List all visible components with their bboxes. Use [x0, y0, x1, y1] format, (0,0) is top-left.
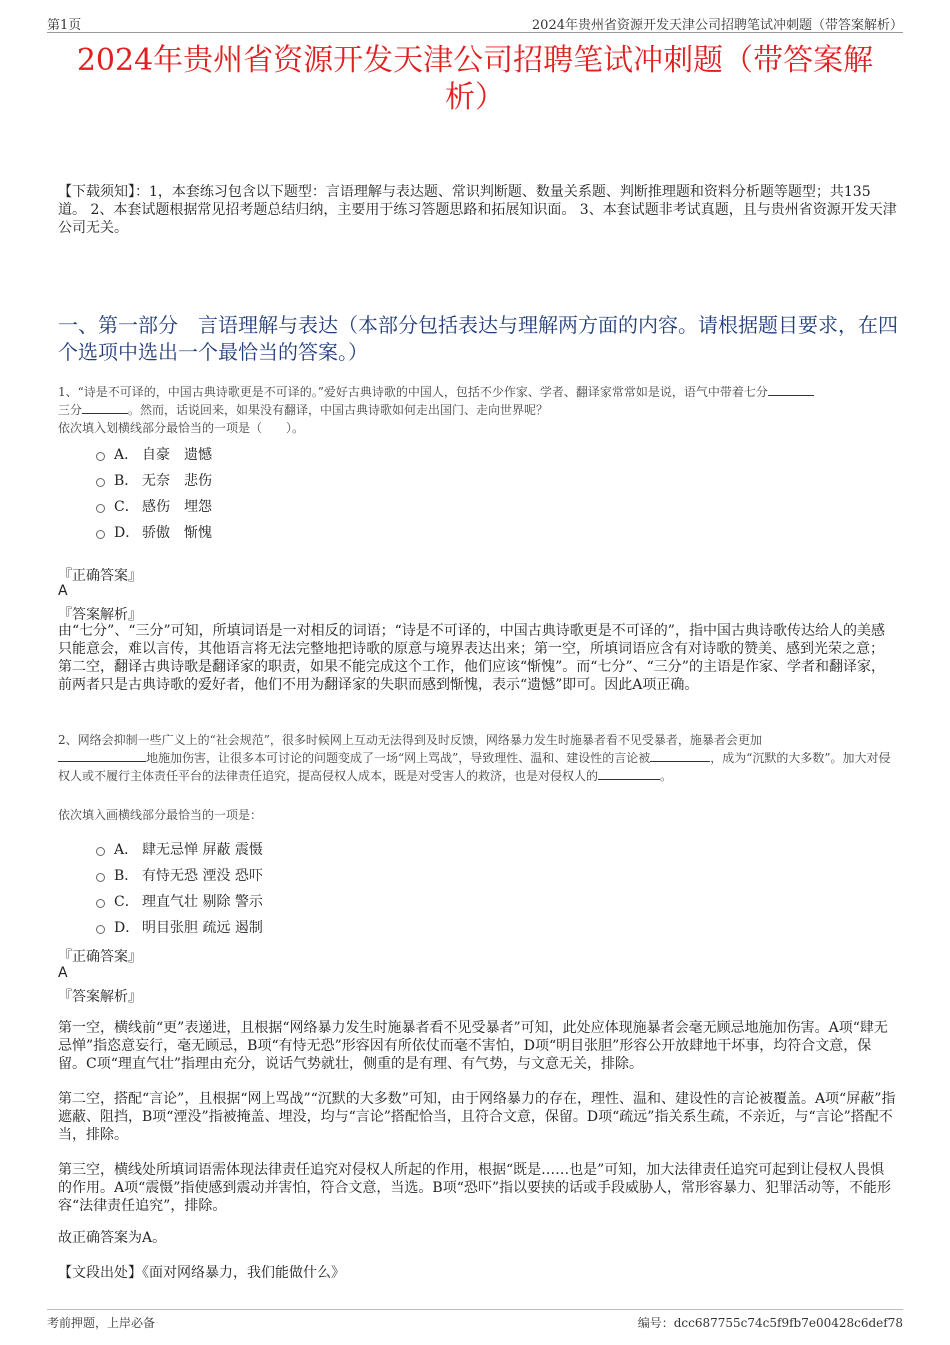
section-heading: 一、第一部分 言语理解与表达（本部分包括表达与理解两方面的内容。请根据题目要求，在四个选项中选出一个最恰当的答案。） [58, 313, 898, 364]
page-number: 第1页 [47, 18, 82, 33]
q1-blank-1 [768, 383, 814, 396]
q1-option-c[interactable] [96, 496, 212, 516]
footer-divider [47, 1309, 903, 1310]
q2-analysis-paragraph-3: 第三空，横线处所填词语需体现法律责任追究对侵权人所起的作用，根据“既是……也是”可知，加大法律责任追究可起到让侵权人畏惧的作用。A项“震慑”指使感到震动并害怕，符合文意，当选。B项“恐吓”指以要挟的话或手段威胁人，常形容暴力、犯罪活动等，不能形容“法律责任追究”，排除。 [58, 1162, 892, 1214]
header-divider [47, 32, 903, 33]
q2-stem-part-d: 。 [660, 769, 673, 783]
option-text: 感伤 埋怨 [142, 499, 212, 515]
option-text: 自豪 遗憾 [142, 447, 212, 463]
option-text: 骄傲 惭愧 [142, 525, 212, 541]
radio-icon[interactable] [96, 925, 105, 934]
radio-icon[interactable] [96, 847, 105, 856]
q1-option-d[interactable] [96, 522, 212, 542]
header-doc-title: 2024年贵州省资源开发天津公司招聘笔试冲刺题（带答案解析） [531, 18, 903, 33]
q2-prompt: 依次填入画横线部分最恰当的一项是： [58, 808, 263, 822]
option-text: 有恃无恐 湮没 恐吓 [142, 868, 263, 884]
q1-prompt: 依次填入划横线部分最恰当的一项是（ ）。 [58, 421, 305, 435]
q1-answer-label: 『正确答案』 [58, 568, 142, 584]
q2-blank-3 [598, 767, 660, 780]
q2-option-d[interactable] [96, 917, 263, 937]
option-letter: D． [114, 920, 140, 936]
q2-stem-part-c: ，成为“沉默的大多数”。加大对侵权人或不履行主体责任平台的法律责任追究，提高侵权人成本，既是对受害人的救济，也是对侵权人的 [58, 751, 891, 783]
q2-analysis-paragraph-2: 第二空，搭配“言论”，且根据“网上骂战”“沉默的大多数”可知，由于网络暴力的存在，理性、温和、建设性的言论被覆盖。A项“屏蔽”指遮蔽、阻挡，B项“湮没”指被掩盖、埋没，均与“言论”搭配恰当，且符合文意，保留。D项“疏远”指关系生疏，不亲近，与“言论”搭配不当，排除。 [58, 1091, 896, 1143]
q2-option-b[interactable] [96, 865, 263, 885]
option-letter: C． [114, 499, 139, 515]
option-text: 无奈 悲伤 [142, 473, 212, 489]
q1-option-a[interactable] [96, 444, 212, 464]
option-letter: B． [114, 868, 139, 884]
q1-answer: A [58, 583, 68, 599]
q1-analysis: 由“七分”、“三分”可知，所填词语是一对相反的词语；“诗是不可译的，中国古典诗歌更是不可译的”，指中国古典诗歌传达给人的美感只能意会，难以言传，其他语言将无法完整地把诗歌的原意与境界表达出来；第一空，所填词语应含有对诗歌的赞美、感到光荣之意；第二空，翻译古典诗歌是翻译家的职责，如果不能完成这个工作，他们应该“惭愧”。而“七分”、“三分”的主语是作家、学者和翻译家，前两者只是古典诗歌的爱好者，他们不用为翻译家的失职而感到惭愧，表示“遗憾”即可。因此A项正确。 [58, 623, 885, 693]
q2-blank-1 [58, 749, 146, 762]
q1-stem-part-b: 三分 [58, 403, 83, 417]
q2-stem-part-b: 地施加伤害，让很多本可讨论的问题变成了一场“网上骂战”，导致理性、温和、建设性的言论被 [146, 751, 651, 765]
question-2-stem [58, 731, 898, 785]
footer-slogan: 考前押题，上岸必备 [47, 1316, 156, 1330]
footer-doc-id: 编号：dcc687755c74c5f9fb7e00428c6def78 [637, 1316, 903, 1330]
q1-blank-2 [82, 401, 128, 414]
q2-stem-part-a: 2、网络会抑制一些广义上的“社会规范”，很多时候网上互动无法得到及时反馈，网络暴力发生时施暴者看不见受暴者，施暴者会更加 [58, 733, 762, 747]
option-letter: C． [114, 894, 139, 910]
q2-blank-2 [650, 749, 710, 762]
q2-answer-label: 『正确答案』 [58, 949, 142, 965]
q2-analysis-paragraph-1: 第一空，横线前“更”表递进，且根据“网络暴力发生时施暴者看不见受暴者”可知，此处应体现施暴者会毫无顾忌地施加伤害。A项“肆无忌惮”指恣意妄行，毫无顾忌，B项“有恃无恐”形容因有所依仗而毫不害怕，D项“明目张胆”形容公开放肆地干坏事，均符合文意，保留。C项“理直气壮”指理由充分，说话气势就壮，侧重的是有理、有气势，与文意无关，排除。 [58, 1020, 888, 1072]
option-text: 明目张胆 疏远 遏制 [142, 920, 263, 936]
q2-conclusion: 故正确答案为A。 [58, 1230, 167, 1246]
q2-source: 【文段出处】《面对网络暴力，我们能做什么》 [58, 1265, 345, 1281]
radio-icon[interactable] [96, 478, 105, 487]
q2-analysis-label: 『答案解析』 [58, 989, 142, 1005]
q1-stem-part-c: 。然而，话说回来，如果没有翻译，中国古典诗歌如何走出国门、走向世界呢？ [128, 403, 549, 417]
option-text: 肆无忌惮 屏蔽 震慑 [142, 842, 263, 858]
q2-option-c[interactable] [96, 891, 263, 911]
q2-option-a[interactable] [96, 839, 263, 859]
option-letter: B． [114, 473, 139, 489]
q2-answer: A [58, 965, 68, 981]
radio-icon[interactable] [96, 452, 105, 461]
option-text: 理直气壮 剔除 警示 [142, 894, 263, 910]
q1-stem-part-a: 1、“诗是不可译的，中国古典诗歌更是不可译的。”爱好古典诗歌的中国人，包括不少作家、学者、翻译家常常如是说，语气中带着七分 [58, 385, 768, 399]
option-letter: A． [114, 447, 139, 463]
document-title: 2024年贵州省资源开发天津公司招聘笔试冲刺题（带答案解析） [76, 43, 874, 115]
radio-icon[interactable] [96, 530, 105, 539]
q1-analysis-label: 『答案解析』 [58, 607, 142, 623]
q1-option-b[interactable] [96, 470, 212, 490]
radio-icon[interactable] [96, 873, 105, 882]
option-letter: D． [114, 525, 140, 541]
radio-icon[interactable] [96, 504, 105, 513]
radio-icon[interactable] [96, 899, 105, 908]
download-notice: 【下载须知】：1，本套练习包含以下题型：言语理解与表达题、常识判断题、数量关系题、判断推理题和资料分析题等题型；共135道。 2、本套试题根据常见招考题总结归纳，主要用于练习答题思路和拓展知识面。 3、本套试题非考试真题，且与贵州省资源开发天津公司无关。 [58, 184, 897, 236]
question-1-stem [58, 383, 898, 437]
option-letter: A． [114, 842, 139, 858]
